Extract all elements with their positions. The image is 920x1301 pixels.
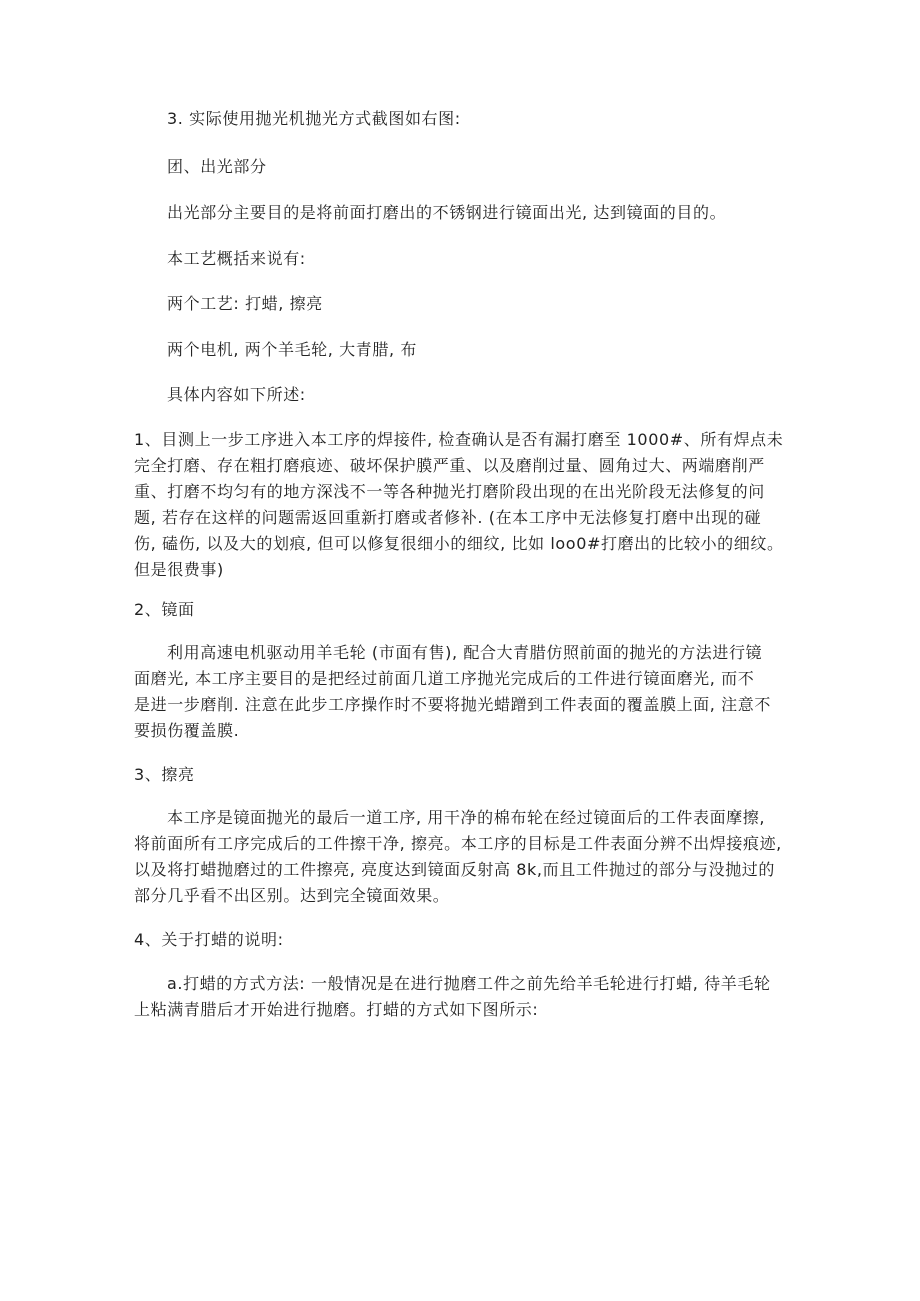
item-1-inspection [134,427,802,583]
item-1-line: 1、目测上一步工序进入本工序的焊接件, 检查确认是否有漏打磨至 1000#、所有焊点未 [134,430,784,449]
paragraph-equipment: 两个电机, 两个羊毛轮, 大青腊, 布 [167,340,417,359]
item-4-heading: 4、关于打蜡的说明: [134,930,284,949]
item-3-line: 本工序是镜面抛光的最后一道工序, 用干净的棉布轮在经过镜面后的工件表面摩擦, [167,808,766,827]
item-3-shine [134,805,802,909]
item-1-line: 重、打磨不均匀有的地方深浅不一等各种抛光打磨阶段出现的在出光阶段无法修复的问 [134,482,765,501]
item-2-mirror [134,640,802,744]
item-4-line: 上粘满青腊后才开始进行抛磨。打蜡的方式如下图所示: [134,1000,539,1019]
item-3-line: 将前面所有工序完成后的工件擦干净, 擦亮。本工序的目标是工件表面分辨不出焊接痕迹, [134,834,782,853]
item-1-line: 但是很费事) [134,560,224,579]
item-3-line: 部分几乎看不出区别。达到完全镜面效果。 [134,886,450,905]
item-3-line: 以及将打蜡抛磨过的工件擦亮, 亮度达到镜面反射高 8k,而且工件抛过的部分与没抛过的 [134,860,775,879]
item-4-line: a.打蜡的方式方法: 一般情况是在进行抛磨工件之前先给羊毛轮进行打蜡, 待羊毛轮 [167,974,771,993]
paragraph-two-processes: 两个工艺: 打蜡, 擦亮 [167,294,323,313]
item-3-heading: 3、擦亮 [134,765,195,784]
paragraph-step3-screenshot: 3. 实际使用抛光机抛光方式截图如右图: [167,109,461,128]
item-2-line: 要损伤覆盖膜. [134,721,240,740]
item-4-waxing [134,971,802,1023]
paragraph-purpose: 出光部分主要目的是将前面打磨出的不锈钢进行镜面出光, 达到镜面的目的。 [167,203,727,222]
item-1-line: 完全打磨、存在粗打磨痕迹、破坏保护膜严重、以及磨削过量、圆角过大、两端磨削严 [134,456,765,475]
section-heading-polishing: 团、出光部分 [167,157,267,176]
paragraph-summary-intro: 本工艺概括来说有: [167,249,306,268]
item-2-line: 利用高速电机驱动用羊毛轮 (市面有售), 配合大青腊仿照前面的抛光的方法进行镜 [167,643,763,662]
item-2-heading: 2、镜面 [134,600,195,619]
paragraph-details-intro: 具体内容如下所述: [167,385,306,404]
item-1-line: 伤, 磕伤, 以及大的划痕, 但可以修复很细小的细纹, 比如 loo0#打磨出的比较小的细纹。 [134,534,784,553]
item-2-line: 是进一步磨削. 注意在此步工序操作时不要将抛光蜡蹭到工件表面的覆盖膜上面, 注意不 [134,695,771,714]
item-1-line: 题, 若存在这样的问题需返回重新打磨或者修补. (在本工序中无法修复打磨中出现的碰 [134,508,762,527]
item-2-line: 面磨光, 本工序主要目的是把经过前面几道工序抛光完成后的工件进行镜面磨光, 而不 [134,669,755,688]
